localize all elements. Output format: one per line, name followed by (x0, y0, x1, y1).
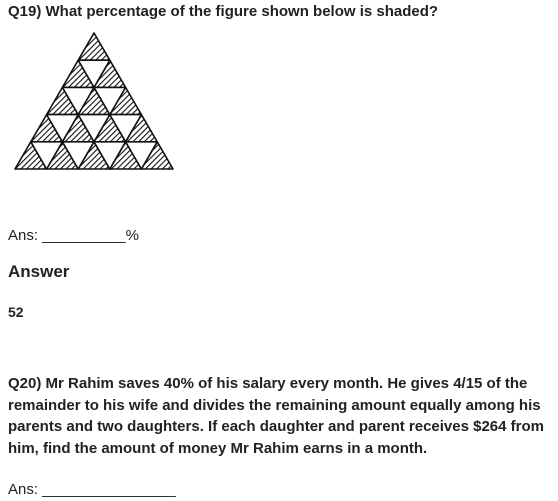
q20-answer-line: Ans: ________________ (8, 481, 176, 498)
shaded-triangle-figure (12, 30, 176, 172)
answer-heading: Answer (8, 262, 70, 281)
shaded-triangle-cell (78, 33, 110, 60)
q19-answer-line: Ans: __________% (8, 227, 139, 244)
answer-value: 52 (8, 304, 24, 320)
question-20-text: Q20) Mr Rahim saves 40% of his salary every month. He gives 4/15 of the remainder to his wife and divides the remaining amount equally among his parents and two daughters. If each daughter and parent receives $264 from him, find the amount of money Mr Rahim earns in a month. (8, 375, 544, 457)
question-19-text: Q19) What percentage of the figure shown below is shaded? (8, 3, 439, 20)
